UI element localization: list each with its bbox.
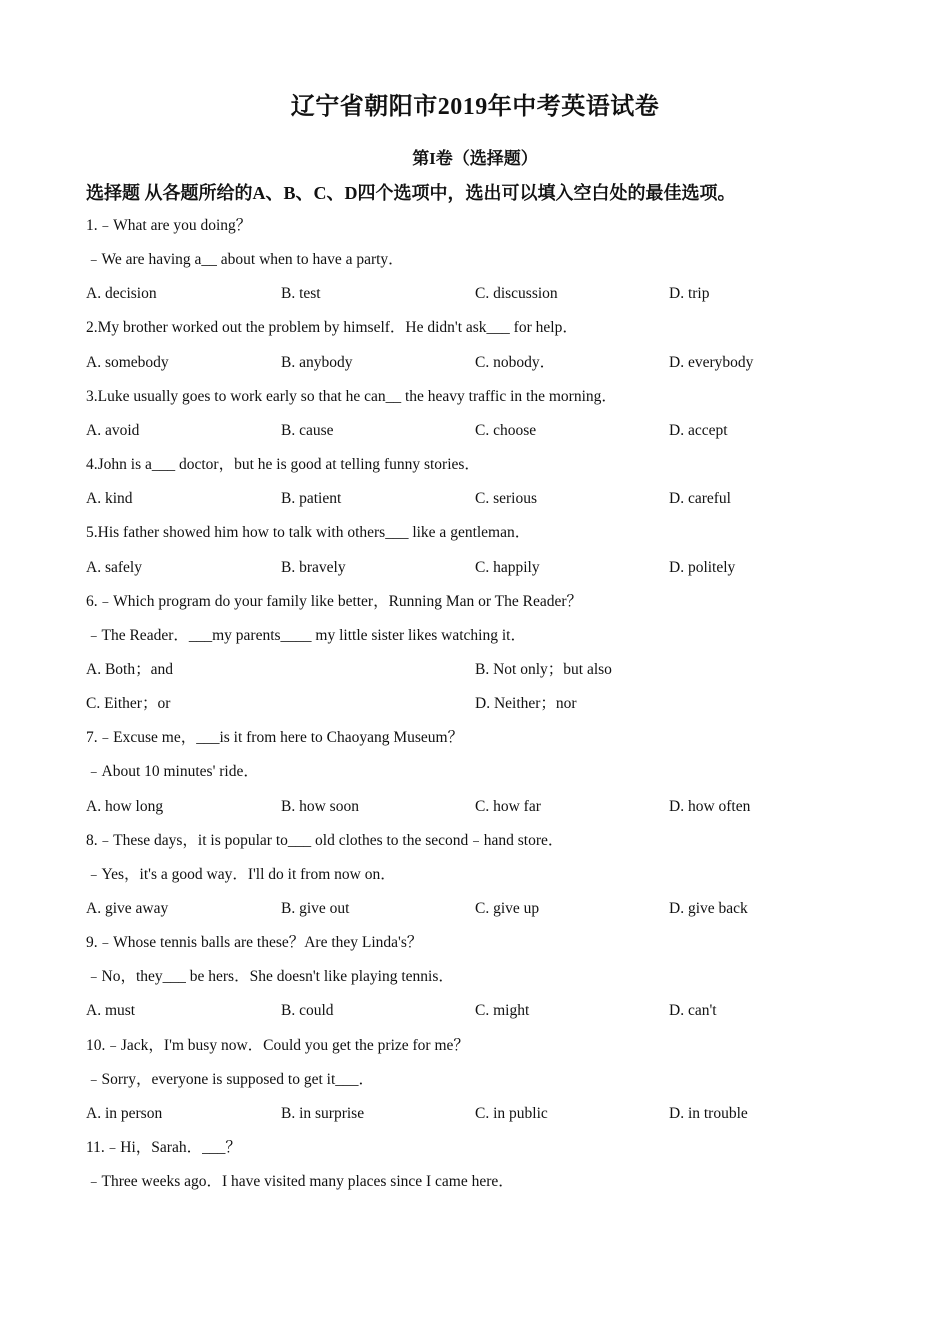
instruction-text: 选择题 从各题所给的A、B、C、D四个选项中，选出可以填入空白处的最佳选项。	[86, 183, 736, 203]
question-3-option-d: D. accept	[669, 422, 728, 439]
question-1-line-1: 1.﹣What are you doing？	[86, 217, 252, 234]
question-4-option-a: A. kind	[86, 490, 133, 507]
question-3-option-a: A. avoid	[86, 422, 140, 439]
question-2-option-c: C. nobody．	[475, 354, 556, 371]
question-10-option-c: C. in public	[475, 1105, 548, 1122]
page-title: 辽宁省朝阳市2019年中考英语试卷	[290, 94, 660, 120]
question-6-line-2: ﹣The Reader．___my parents____ my little sister likes watching it．	[86, 627, 526, 644]
question-7-option-b: B. how soon	[281, 798, 359, 815]
question-5-option-a: A. safely	[86, 559, 142, 576]
question-4-option-c: C. serious	[475, 490, 537, 507]
question-2-line-1: 2.My brother worked out the problem by himself．He didn't ask___ for help．	[86, 319, 578, 336]
question-2-option-b: B. anybody	[281, 354, 353, 371]
question-6-option-a: A. Both；and	[86, 661, 173, 678]
question-5-option-c: C. happily	[475, 559, 540, 576]
question-4-option-d: D. careful	[669, 490, 731, 507]
question-4-line-1: 4.John is a___ doctor，but he is good at telling funny stories．	[86, 456, 480, 473]
question-7-line-1: 7.﹣Excuse me，___is it from here to Chaoyang Museum？	[86, 729, 464, 746]
question-7-line-2: ﹣About 10 minutes' ride．	[86, 763, 259, 780]
question-1-option-d: D. trip	[669, 285, 710, 302]
question-8-line-2: ﹣Yes，it's a good way．I'll do it from now on．	[86, 866, 396, 883]
question-4-option-b: B. patient	[281, 490, 342, 507]
question-6-option-b: B. Not only；but also	[475, 661, 612, 678]
question-11-line-1: 11.﹣Hi，Sarah．___？	[86, 1139, 241, 1156]
question-9-line-2: ﹣No，they___ be hers．She doesn't like playing tennis．	[86, 968, 454, 985]
question-9-option-b: B. could	[281, 1002, 334, 1019]
question-10-option-b: B. in surprise	[281, 1105, 365, 1122]
section-title: 第I卷（选择题）	[412, 149, 538, 168]
question-3-option-c: C. choose	[475, 422, 537, 439]
question-8-option-d: D. give back	[669, 900, 748, 917]
question-6-line-1: 6.﹣Which program do your family like better，Running Man or The Reader？	[86, 593, 583, 610]
question-10-option-a: A. in person	[86, 1105, 163, 1122]
question-8-line-1: 8.﹣These days，it is popular to___ old clothes to the second﹣hand store．	[86, 832, 564, 849]
question-8-option-c: C. give up	[475, 900, 540, 917]
question-5-option-b: B. bravely	[281, 559, 346, 576]
question-9-option-c: C. might	[475, 1002, 530, 1019]
question-6-option-c: C. Either；or	[86, 695, 171, 712]
question-1-option-b: B. test	[281, 285, 321, 302]
question-3-line-1: 3.Luke usually goes to work early so that he can__ the heavy traffic in the morning．	[86, 388, 617, 405]
question-5-option-d: D. politely	[669, 559, 736, 576]
question-2-option-d: D. everybody	[669, 354, 754, 371]
question-8-option-b: B. give out	[281, 900, 350, 917]
question-7-option-a: A. how long	[86, 798, 164, 815]
question-1-line-2: ﹣We are having a__ about when to have a party．	[86, 251, 404, 268]
question-9-option-d: D. can't	[669, 1002, 717, 1019]
question-6-option-d: D. Neither；nor	[475, 695, 577, 712]
question-11-line-2: ﹣Three weeks ago．I have visited many places since I came here．	[86, 1173, 514, 1190]
question-10-option-d: D. in trouble	[669, 1105, 748, 1122]
question-3-option-b: B. cause	[281, 422, 334, 439]
question-9-option-a: A. must	[86, 1002, 136, 1019]
question-2-option-a: A. somebody	[86, 354, 169, 371]
question-1-option-c: C. discussion	[475, 285, 558, 302]
question-10-line-2: ﹣Sorry，everyone is supposed to get it___．	[86, 1071, 375, 1088]
question-10-line-1: 10.﹣Jack，I'm busy now．Could you get the prize for me？	[86, 1037, 469, 1054]
question-9-line-1: 9.﹣Whose tennis balls are these？Are they Linda's？	[86, 934, 423, 951]
question-7-option-c: C. how far	[475, 798, 541, 815]
question-8-option-a: A. give away	[86, 900, 169, 917]
question-5-line-1: 5.His father showed him how to talk with others___ like a gentleman．	[86, 524, 531, 541]
question-1-option-a: A. decision	[86, 285, 157, 302]
question-7-option-d: D. how often	[669, 798, 751, 815]
